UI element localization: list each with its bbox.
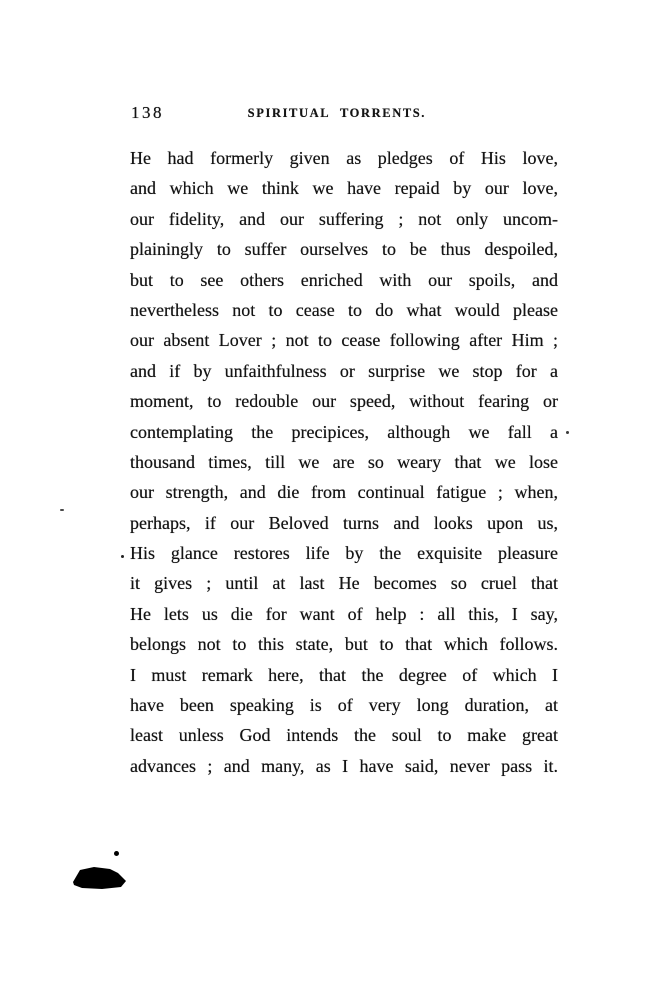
text-line: advances ; and many, as I have said, never pass it.	[130, 755, 558, 776]
text-line: our fidelity, and our suffering ; not only uncom-	[130, 208, 558, 229]
text-line: plainingly to suffer ourselves to be thus despoiled,	[130, 239, 558, 260]
running-title: SPIRITUAL TORRENTS.	[247, 106, 427, 120]
text-line: belongs not to this state, but to that which follows.	[130, 634, 558, 655]
ink-speck-icon	[60, 509, 64, 511]
text-line: thousand times, till we are so weary that we lose	[130, 451, 558, 472]
text-line: and if by unfaithfulness or surprise we stop for a	[130, 360, 558, 381]
text-line: moment, to redouble our speed, without fearing or	[130, 391, 558, 412]
body-text	[130, 143, 558, 781]
text-line: our absent Lover ; not to cease following after Him ;	[130, 330, 558, 351]
text-line: contemplating the precipices, although we fall a	[130, 421, 558, 442]
text-line: His glance restores life by the exquisite pleasure	[130, 543, 558, 564]
text-line: have been speaking is of very long duration, at	[130, 695, 558, 716]
page-number: 138	[131, 103, 164, 122]
ink-speck-icon	[566, 431, 569, 434]
text-line: it gives ; until at last He becomes so cruel that	[130, 573, 558, 594]
text-line: least unless God intends the soul to make great	[130, 725, 558, 746]
text-line: I must remark here, that the degree of which I	[130, 664, 558, 685]
ink-blot-icon	[70, 862, 130, 892]
ink-speck-icon	[121, 555, 124, 558]
text-line: but to see others enriched with our spoils, and	[130, 269, 558, 290]
text-line: He had formerly given as pledges of His love,	[130, 148, 558, 168]
text-line: perhaps, if our Beloved turns and looks upon us,	[130, 512, 558, 533]
page-header	[130, 103, 558, 127]
text-line: our strength, and die from continual fatigue ; when,	[130, 482, 558, 503]
ink-dot-icon	[114, 851, 119, 856]
text-line: and which we think we have repaid by our love,	[130, 178, 558, 199]
text-line: nevertheless not to cease to do what would please	[130, 299, 558, 320]
text-line: He lets us die for want of help : all this, I say,	[130, 603, 558, 624]
